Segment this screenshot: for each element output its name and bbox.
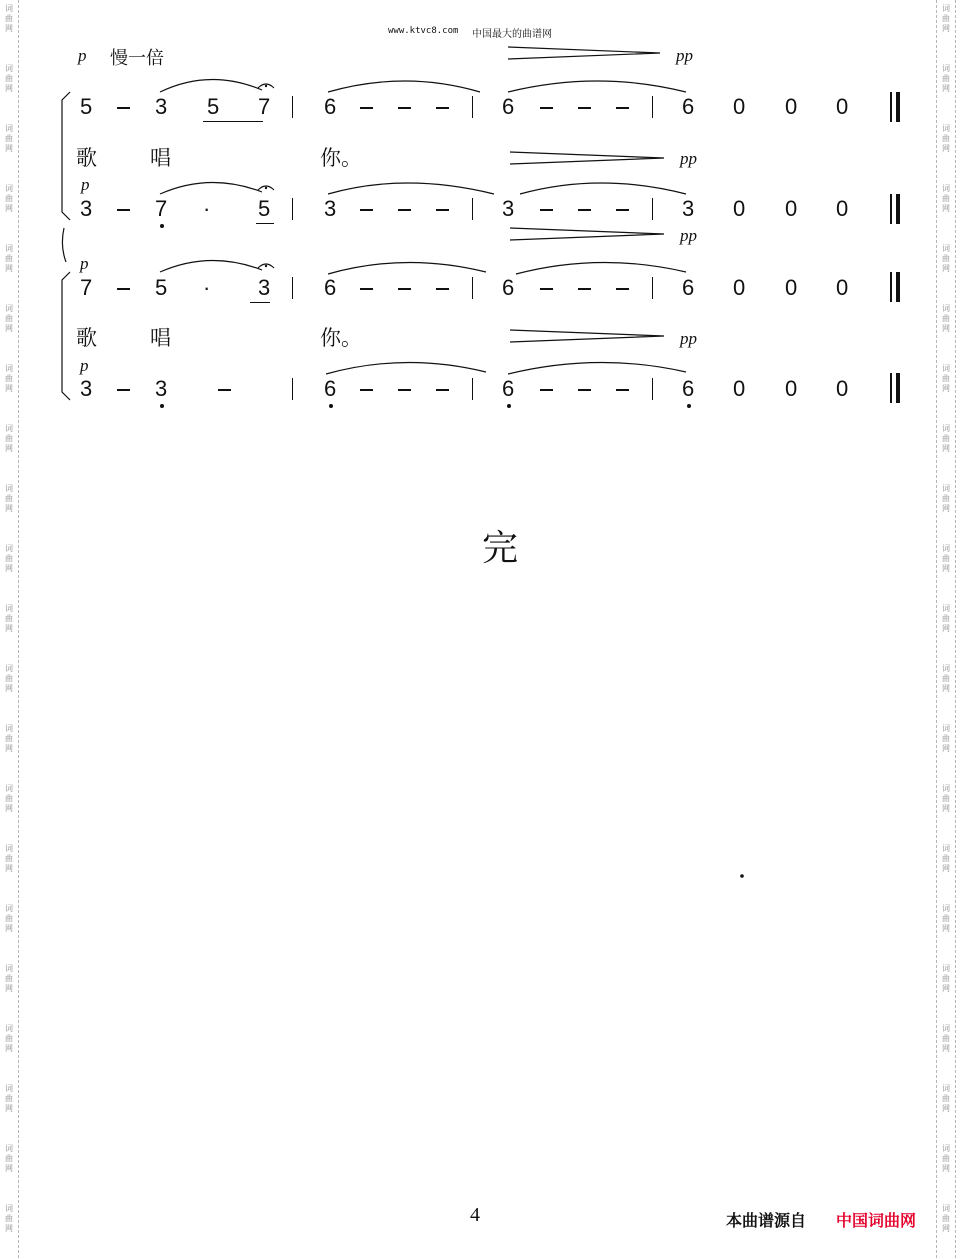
watermark-text: 词曲网: [942, 964, 950, 993]
note: 7: [258, 94, 271, 119]
watermark-text: 词曲网: [5, 484, 13, 513]
note: 6: [682, 376, 695, 401]
watermark-text: 词曲网: [942, 484, 950, 513]
slur: [160, 79, 262, 92]
note: ·: [203, 275, 211, 300]
watermark-text: 词曲网: [5, 664, 13, 693]
dynamic-pp-4: pp: [680, 329, 697, 348]
brace-join: [62, 228, 66, 262]
watermark-text: 词曲网: [942, 604, 950, 633]
watermark-text: 词曲网: [5, 604, 13, 633]
dynamic-pp-1: pp: [676, 46, 693, 65]
hairpin: [510, 228, 664, 240]
lyric: 你。: [320, 146, 362, 170]
lyric: 歌: [76, 146, 97, 170]
slur: [160, 182, 262, 194]
note: 6: [324, 376, 337, 401]
fermata-dot: [265, 265, 267, 267]
note: 0: [733, 376, 746, 401]
watermark-text: 词曲网: [5, 1024, 13, 1053]
lyric: 唱: [150, 146, 171, 170]
stray-mark: [740, 874, 744, 878]
watermark-text: 词曲网: [5, 184, 13, 213]
note: 6: [682, 275, 695, 300]
note: 3: [155, 94, 168, 119]
dynamic-p-1: p: [78, 46, 87, 65]
watermark-text: 词曲网: [942, 1204, 950, 1233]
watermark-text: 词曲网: [5, 904, 13, 933]
dynamic-pp-3: pp: [680, 226, 697, 245]
slur: [516, 262, 686, 274]
note: 6: [324, 94, 337, 119]
note: 6: [502, 376, 515, 401]
watermark-text: 词曲网: [942, 424, 950, 453]
slur: [326, 362, 486, 374]
watermark-text: 词曲网: [5, 244, 13, 273]
hairpin: [510, 152, 664, 164]
dynamic-p-4: p: [80, 356, 89, 375]
note: 3: [324, 196, 337, 221]
watermark-text: 词曲网: [5, 64, 13, 93]
site-link[interactable]: www.ktvc8.com: [388, 26, 459, 36]
note: 3: [258, 275, 271, 300]
note: 7: [155, 196, 168, 221]
watermark-text: 词曲网: [5, 424, 13, 453]
note: 3: [502, 196, 515, 221]
note: 6: [324, 275, 337, 300]
bracket-top: [62, 92, 70, 220]
watermark-text: 词曲网: [942, 64, 950, 93]
watermark-text: 词曲网: [5, 784, 13, 813]
watermark-text: 词曲网: [5, 544, 13, 573]
slur: [520, 183, 686, 194]
dynamic-p-3: p: [80, 254, 89, 273]
source-label: 本曲谱源自: [726, 1211, 807, 1230]
watermark-text: 词曲网: [942, 184, 950, 213]
lyric: 你。: [320, 326, 362, 350]
watermark-text: 词曲网: [942, 904, 950, 933]
watermark-text: 词曲网: [942, 244, 950, 273]
note: 3: [80, 196, 93, 221]
dynamic-p-2: p: [81, 175, 90, 194]
lyric: 唱: [150, 326, 171, 350]
note: 6: [502, 94, 515, 119]
tempo-mark: 慢一倍: [110, 48, 164, 69]
note: 0: [785, 196, 798, 221]
note: 5: [258, 196, 271, 221]
note: 0: [733, 275, 746, 300]
slur: [160, 260, 262, 272]
hairpin: [508, 47, 660, 59]
slur: [508, 362, 686, 374]
watermark-text: 词曲网: [942, 784, 950, 813]
note: 0: [733, 196, 746, 221]
watermark-text: 词曲网: [942, 544, 950, 573]
note: 0: [785, 275, 798, 300]
watermark-text: 词曲网: [942, 1084, 950, 1113]
note: 3: [80, 376, 93, 401]
note: 5: [207, 94, 220, 119]
watermark-text: 词曲网: [942, 724, 950, 753]
watermark-text: 词曲网: [5, 124, 13, 153]
note: 0: [836, 196, 849, 221]
site-name: 中国最大的曲谱网: [472, 29, 552, 40]
watermark-text: 词曲网: [942, 364, 950, 393]
watermark-text: 词曲网: [5, 844, 13, 873]
note: 7: [80, 275, 93, 300]
slur: [328, 262, 486, 274]
watermark-text: 词曲网: [5, 1084, 13, 1113]
watermark-text: 词曲网: [5, 304, 13, 333]
page-number: 4: [470, 1204, 480, 1226]
watermark-text: 词曲网: [942, 304, 950, 333]
fermata-dot: [265, 187, 267, 189]
note: 3: [682, 196, 695, 221]
note: 0: [785, 94, 798, 119]
watermark-text: 词曲网: [5, 1144, 13, 1173]
watermark-text: 词曲网: [942, 1144, 950, 1173]
note: 0: [785, 376, 798, 401]
slur: [328, 81, 480, 92]
note: 0: [733, 94, 746, 119]
watermark-text: 词曲网: [5, 724, 13, 753]
watermark-text: 词曲网: [942, 1024, 950, 1053]
watermark-text: 词曲网: [942, 844, 950, 873]
slur: [328, 183, 494, 194]
note: 0: [836, 94, 849, 119]
bracket-bottom: [62, 272, 70, 400]
hairpin: [510, 330, 664, 342]
note: 0: [836, 275, 849, 300]
brand-name[interactable]: 中国词曲网: [836, 1211, 917, 1230]
fermata-dot: [265, 85, 267, 87]
end-mark: 完: [482, 528, 519, 569]
lyric: 歌: [76, 326, 97, 350]
note: 3: [155, 376, 168, 401]
watermark-text: 词曲网: [942, 4, 950, 33]
dynamic-pp-2: pp: [680, 149, 697, 168]
watermark-text: 词曲网: [5, 4, 13, 33]
note: 6: [682, 94, 695, 119]
watermark-text: 词曲网: [5, 364, 13, 393]
note: 5: [80, 94, 93, 119]
slur: [508, 81, 686, 92]
note: 6: [502, 275, 515, 300]
note: ·: [203, 196, 211, 221]
watermark-text: 词曲网: [942, 664, 950, 693]
note: 0: [836, 376, 849, 401]
watermark-text: 词曲网: [5, 1204, 13, 1233]
note: 5: [155, 275, 168, 300]
watermark-text: 词曲网: [942, 124, 950, 153]
watermark-text: 词曲网: [5, 964, 13, 993]
